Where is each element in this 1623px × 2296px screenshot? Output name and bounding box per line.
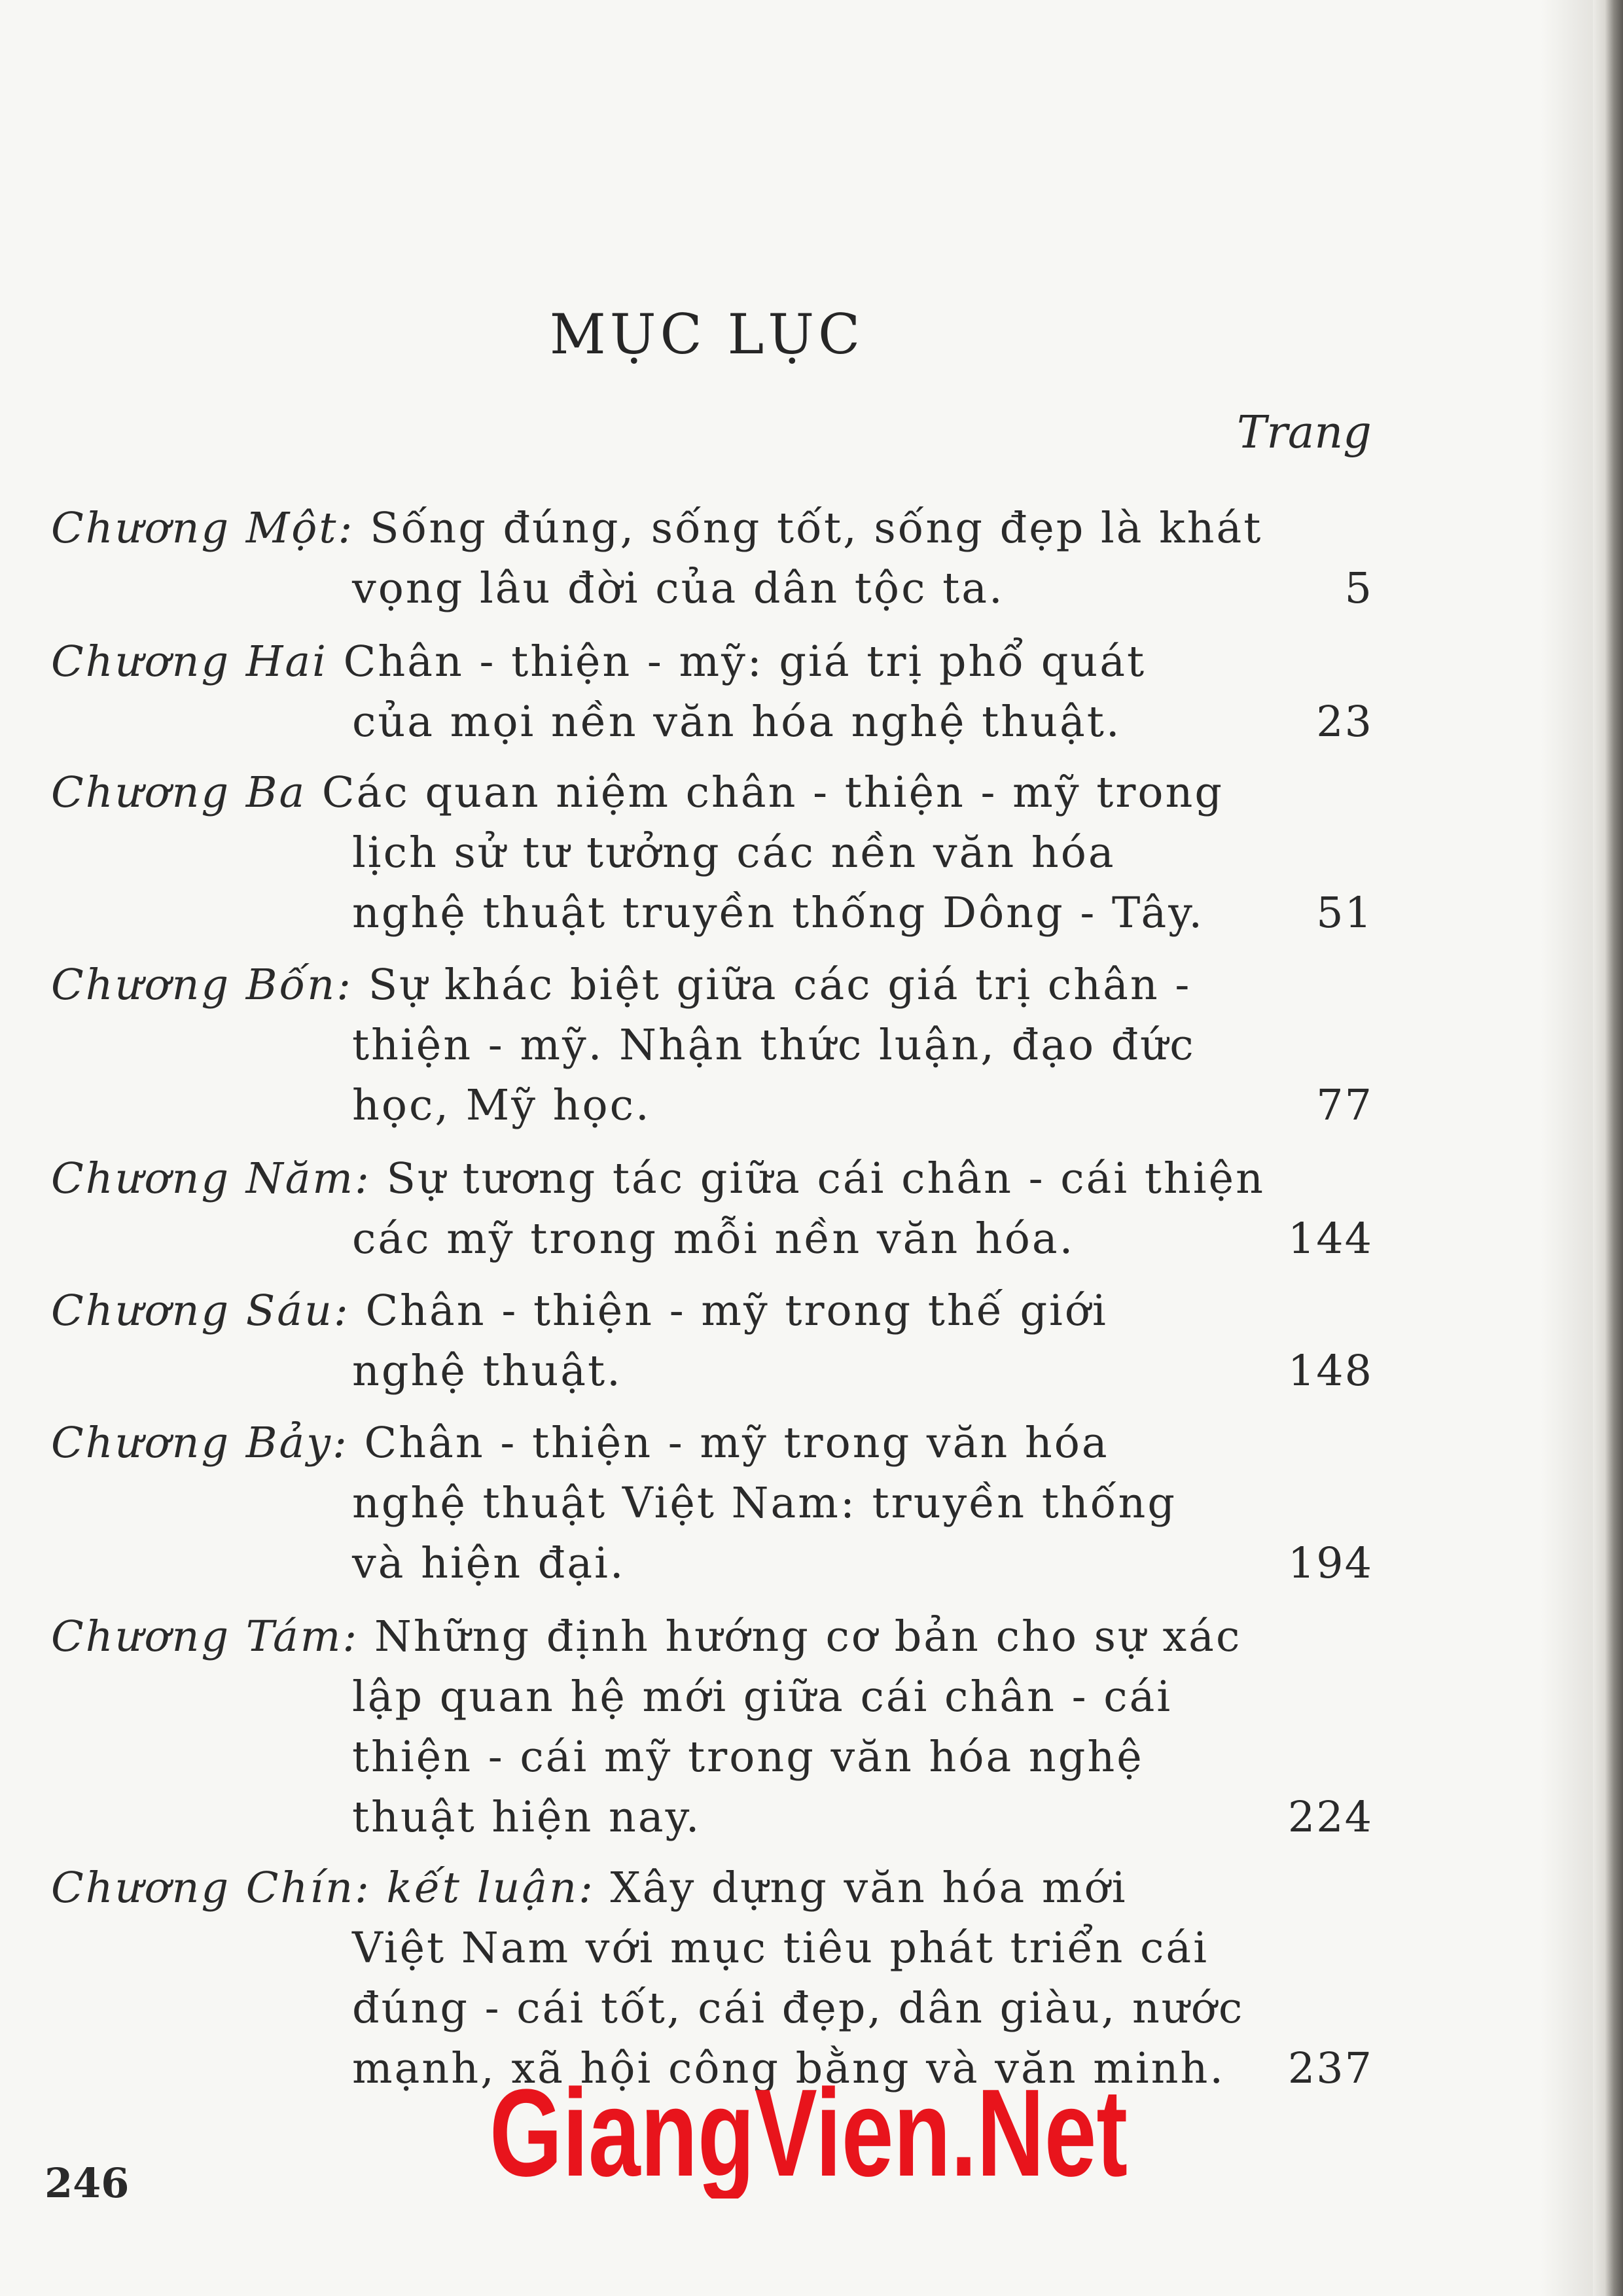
chapter-label: Chương Chín: kết luận:: [51, 1863, 595, 1913]
toc-entry-line: [51, 1607, 1334, 1667]
chapter-title-text: của mọi nền văn hóa nghệ thuật.: [352, 698, 1122, 747]
chapter-page-number: 144: [1287, 1214, 1373, 1263]
chapter-title-text: Chân - thiện - mỹ trong văn hóa: [348, 1419, 1109, 1468]
toc-entry-line: [51, 1979, 1334, 2039]
chapter-title-text: vọng lâu đời của dân tộc ta.: [352, 564, 1005, 613]
binding-shadow: [1541, 0, 1593, 2296]
toc-entry: [51, 763, 1373, 944]
page-column-label: Trang: [1237, 407, 1372, 459]
chapter-title-text: Sự tương tác giữa cái chân - cái thiện: [370, 1154, 1265, 1203]
toc-entry-line: [51, 1667, 1334, 1727]
chapter-title-text: học, Mỹ học.: [352, 1081, 651, 1130]
chapter-page-number: 77: [1316, 1081, 1373, 1130]
toc-entry-line: [51, 1727, 1334, 1788]
chapter-label: Chương Tám:: [51, 1612, 359, 1661]
toc-entry-line: [51, 499, 1334, 559]
toc-entry-line: [51, 1076, 1334, 1136]
chapter-title-text: Việt Nam với mục tiêu phát triển cái: [352, 1924, 1209, 1973]
toc-entry-line: [51, 559, 1334, 619]
chapter-title-text: thiện - mỹ. Nhận thức luận, đạo đức: [352, 1021, 1196, 1070]
toc-entry-line: [51, 955, 1334, 1016]
chapter-title-text: Sống đúng, sống tốt, sống đẹp là khát: [354, 504, 1263, 553]
chapter-page-number: 23: [1316, 698, 1373, 747]
toc-entry-line: [51, 823, 1334, 883]
watermark-logo: [490, 2061, 1131, 2199]
chapter-title-text: lập quan hệ mới giữa cái chân - cái: [352, 1672, 1173, 1722]
toc-entry-line: [51, 1918, 1334, 1979]
chapter-title-text: đúng - cái tốt, cái đẹp, dân giàu, nước: [352, 1984, 1245, 2033]
chapter-page-number: 194: [1287, 1539, 1373, 1588]
chapter-title-text: Xây dựng văn hóa mới: [594, 1863, 1128, 1913]
toc-entry: [51, 955, 1373, 1136]
toc-entry-line: [51, 1788, 1334, 1848]
toc-entry: [51, 1281, 1373, 1402]
chapter-title-text: thuật hiện nay.: [352, 1793, 702, 1842]
chapter-label: Chương Bốn:: [51, 961, 353, 1010]
toc-entry-line: [51, 763, 1334, 823]
toc-entry-line: [51, 1209, 1334, 1269]
chapter-title-text: nghệ thuật truyền thống Dông - Tây.: [352, 889, 1205, 938]
toc-entry-line: [51, 1858, 1334, 1918]
chapter-title-text: mạnh, xã hội công bằng và văn minh.: [352, 2044, 1226, 2093]
book-binding-edge: [1593, 0, 1623, 2296]
chapter-label: Chương Hai: [51, 637, 328, 686]
toc-entry-line: [51, 692, 1334, 752]
chapter-label: Chương Năm:: [51, 1154, 371, 1203]
svg-text:GiangVien.Net: GiangVien.Net: [490, 2064, 1128, 2199]
page-number: 246: [45, 2159, 130, 2207]
toc-entry: [51, 1149, 1373, 1269]
toc-entry: [51, 1607, 1373, 1848]
chapter-page-number: 224: [1287, 1793, 1373, 1842]
chapter-title-text: Chân - thiện - mỹ: giá trị phổ quát: [327, 637, 1147, 686]
chapter-title-text: lịch sử tư tưởng các nền văn hóa: [352, 828, 1116, 877]
chapter-label: Chương Sáu:: [51, 1286, 350, 1335]
chapter-title-text: Những định hướng cơ bản cho sự xác: [359, 1612, 1242, 1661]
toc-entry-line: [51, 1413, 1334, 1474]
toc-entry-line: [51, 1016, 1334, 1076]
chapter-title-text: thiện - cái mỹ trong văn hóa nghệ: [352, 1733, 1144, 1782]
chapter-page-number: 148: [1287, 1347, 1373, 1396]
toc-entry: [51, 632, 1373, 752]
chapter-title-text: Sự khác biệt giữa các giá trị chân -: [353, 961, 1192, 1010]
toc-entry: [51, 1413, 1373, 1594]
chapter-title-text: Các quan niệm chân - thiện - mỹ trong: [306, 768, 1224, 817]
chapter-label: Chương Bảy:: [51, 1419, 349, 1468]
chapter-title-text: Chân - thiện - mỹ trong thế giới: [349, 1286, 1108, 1335]
toc-entry-line: [51, 1149, 1334, 1209]
chapter-title-text: nghệ thuật.: [352, 1347, 622, 1396]
toc-entry-line: [51, 1474, 1334, 1534]
toc-entry-line: [51, 1341, 1334, 1402]
chapter-page-number: 51: [1316, 889, 1373, 938]
chapter-title-text: các mỹ trong mỗi nền văn hóa.: [352, 1214, 1075, 1263]
chapter-label: Chương Ba: [51, 768, 307, 817]
toc-entry-line: [51, 1281, 1334, 1341]
chapter-page-number: 237: [1287, 2044, 1373, 2093]
chapter-page-number: 5: [1344, 564, 1373, 613]
toc-entry-line: [51, 1534, 1334, 1594]
toc-entry: [51, 499, 1373, 619]
page-title: MỤC LỤC: [549, 302, 865, 366]
toc-entry-line: [51, 883, 1334, 944]
toc-entry-line: [51, 632, 1334, 692]
chapter-title-text: và hiện đại.: [352, 1539, 626, 1588]
chapter-title-text: nghệ thuật Việt Nam: truyền thống: [352, 1479, 1177, 1528]
chapter-label: Chương Một:: [51, 504, 355, 553]
